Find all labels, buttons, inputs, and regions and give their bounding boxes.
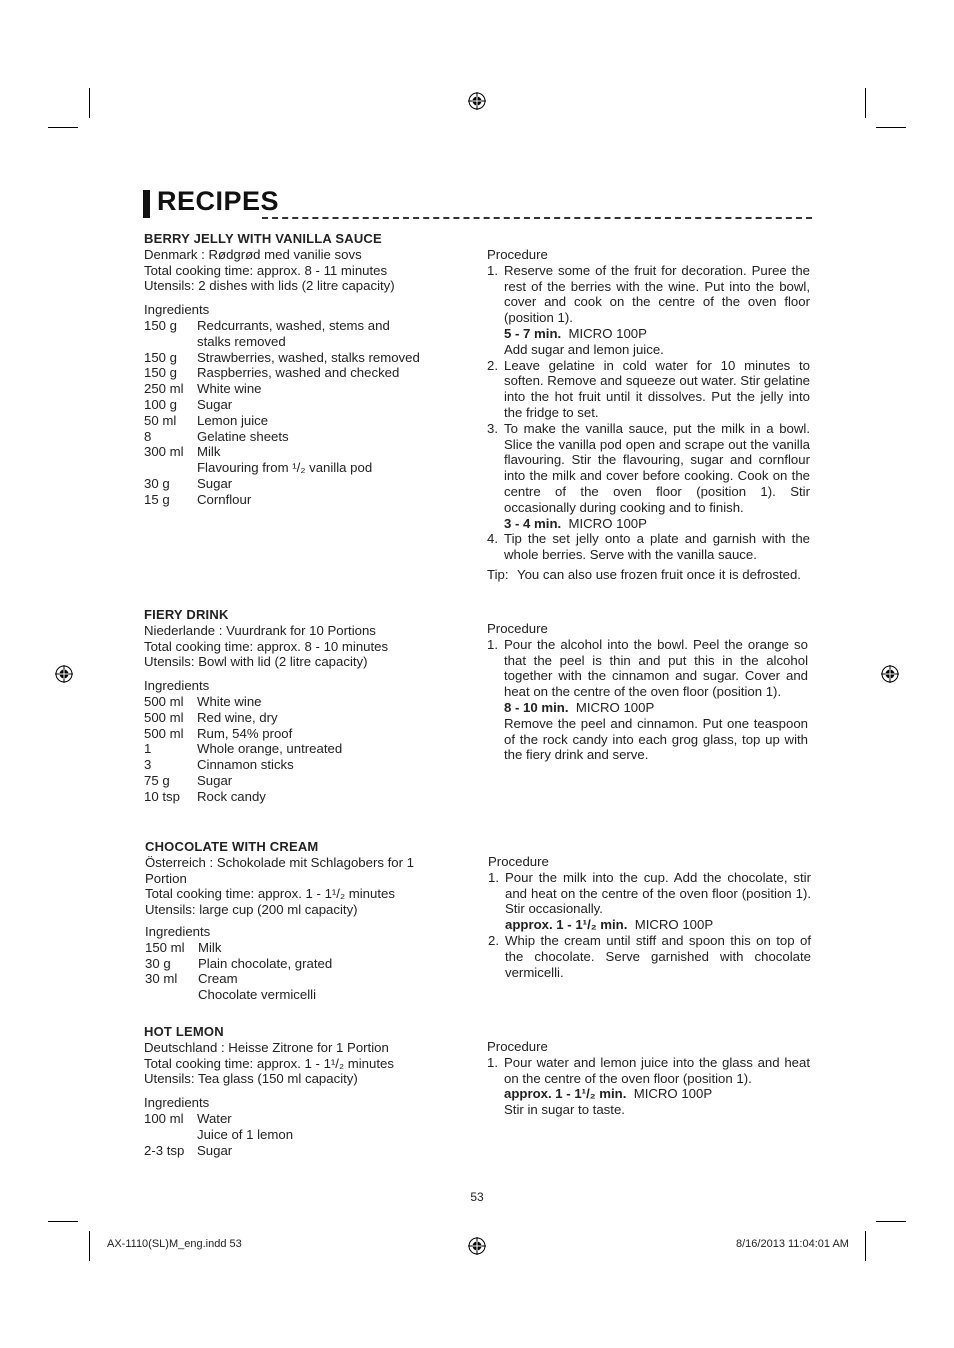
crop-mark — [89, 88, 90, 118]
ingredient-row: 500 ml Rum, 54% proof — [144, 725, 293, 741]
ingredient-row: Chocolate vermicelli — [198, 987, 316, 1003]
ingredient-row: Flavouring from ¹/₂ vanilla pod — [197, 460, 373, 476]
procedure-step: 2. Whip the cream until stiff and spoon this on top of the chocolate. Serve garnished with chocolate vermicelli. — [488, 932, 811, 980]
ingredient-row: 75 g Sugar — [144, 772, 233, 788]
ingredient-row: 250 ml White wine — [144, 381, 262, 397]
recipe-origin: Deutschland : Heisse Zitrone for 1 Portion — [144, 1039, 389, 1055]
ingredient-row: 30 g Plain chocolate, grated — [145, 955, 333, 971]
recipe-left-column — [144, 1024, 444, 1158]
ingredient-row: 500 ml Red wine, dry — [144, 709, 278, 725]
ingredient-row: 150 ml Milk — [145, 939, 222, 955]
recipe-utensils: Utensils: Tea glass (150 ml capacity) — [144, 1071, 358, 1087]
procedure-heading: Procedure — [487, 621, 548, 636]
crop-mark — [865, 88, 866, 118]
recipe-title: BERRY JELLY WITH VANILLA SAUCE — [144, 231, 382, 246]
ingredient-row: 15 g Cornflour — [144, 491, 252, 507]
ingredients-heading: Ingredients — [144, 1095, 210, 1111]
title-bar-accent — [143, 190, 150, 218]
page-title: RECIPES — [157, 186, 280, 216]
ingredient-row: 10 tsp Rock candy — [144, 788, 266, 804]
recipe-origin: Österreich : Schokolade mit Schlagobers for 1 Portion — [145, 854, 415, 886]
recipe-right-column — [487, 621, 808, 763]
ingredients-heading: Ingredients — [144, 678, 210, 694]
ingredient-row: 300 ml Milk — [144, 444, 221, 460]
procedure-step: 3. To make the vanilla sauce, put the milk in a bowl. Slice the vanilla pod open and scrape out the vanilla flavouring. Stir the flavouring, sugar and cornflour into the milk and cover before cooking. Cook on the centre of the oven floor (position 1). Stir occasionally during cooking and to finish. 3 - 4 min. MICRO 100P — [487, 420, 810, 531]
recipe-left-column — [144, 231, 444, 508]
footer-filename: AX-1110(SL)M_eng.indd 53 — [107, 1238, 242, 1250]
registration-mark-icon — [881, 665, 899, 683]
procedure-step: 1. Pour the milk into the cup. Add the chocolate, stir and heat on the centre of the oven floor (position 1). Stir occasionally. approx. 1 - 1¹/₂ min. MICRO 100P — [488, 869, 811, 933]
procedure-heading: Procedure — [487, 1039, 548, 1054]
page-number: 53 — [470, 1190, 484, 1204]
ingredient-row: 30 ml Cream — [145, 971, 238, 987]
ingredient-row: 150 g Strawberries, washed, stalks removed — [144, 349, 420, 365]
ingredient-row: 50 ml Lemon juice — [144, 412, 269, 428]
ingredient-row: Juice of 1 lemon — [197, 1126, 294, 1142]
recipe-title: CHOCOLATE WITH CREAM — [145, 839, 319, 854]
recipe-utensils: Utensils: large cup (200 ml capacity) — [145, 902, 358, 918]
recipe-left-column — [145, 839, 455, 1003]
recipe-left-column — [144, 607, 444, 805]
ingredients-heading: Ingredients — [145, 923, 211, 939]
crop-mark — [865, 1231, 866, 1261]
recipe-right-column — [487, 247, 810, 583]
title-dashed-rule — [262, 217, 812, 219]
procedure-step: 1. Reserve some of the fruit for decoration. Puree the rest of the berries with the wine. Put into the bowl, cover and cook on the centre of the oven floor (position 1). 5 - 7 min. MICRO 100P Add sugar and lemon juice. — [487, 262, 810, 357]
procedure-step: 1. Pour water and lemon juice into the glass and heat on the centre of the oven floor (position 1). approx. 1 - 1¹/₂ min. MICRO 100P Stir in sugar to taste. — [487, 1054, 810, 1118]
crop-mark — [876, 127, 906, 128]
registration-mark-icon — [468, 92, 486, 110]
ingredient-row: 100 ml Water — [144, 1110, 232, 1126]
procedure-step: 2. Leave gelatine in cold water for 10 minutes to soften. Remove and squeeze out water. Stir gelatine into the hot fruit until it dissolves. Put the jelly into the fridge to set. — [487, 357, 810, 420]
recipe-right-column — [488, 854, 811, 980]
recipe-time: Total cooking time: approx. 8 - 11 minutes — [144, 262, 388, 278]
recipe-tip: Tip: You can also use frozen fruit once it is defrosted. — [487, 566, 801, 582]
procedure-heading: Procedure — [487, 247, 548, 262]
procedure-heading: Procedure — [488, 854, 549, 869]
recipe-title: HOT LEMON — [144, 1024, 224, 1039]
registration-mark-icon — [468, 1237, 486, 1255]
footer-timestamp: 8/16/2013 11:04:01 AM — [736, 1238, 849, 1250]
recipe-origin: Niederlande : Vuurdrank for 10 Portions — [144, 622, 376, 638]
ingredient-row: 150 g Redcurrants, washed, stems and stalks removed — [144, 317, 390, 349]
recipe-utensils: Utensils: Bowl with lid (2 litre capacity) — [144, 654, 368, 670]
ingredient-row: 3 Cinnamon sticks — [144, 757, 294, 773]
recipe-utensils: Utensils: 2 dishes with lids (2 litre capacity) — [144, 278, 395, 294]
recipe-title: FIERY DRINK — [144, 607, 229, 622]
ingredient-row: 30 g Sugar — [144, 475, 233, 491]
crop-mark — [89, 1231, 90, 1261]
ingredients-heading: Ingredients — [144, 302, 210, 318]
recipe-time: Total cooking time: approx. 8 - 10 minutes — [144, 638, 389, 654]
recipe-time: Total cooking time: approx. 1 - 1¹/₂ minutes — [145, 886, 395, 902]
ingredient-row: 500 ml White wine — [144, 693, 262, 709]
recipe-origin: Denmark : Rødgrød med vanilie sovs — [144, 246, 362, 262]
ingredient-row: 100 g Sugar — [144, 396, 233, 412]
registration-mark-icon — [55, 665, 73, 683]
recipe-time: Total cooking time: approx. 1 - 1¹/₂ minutes — [144, 1055, 394, 1071]
crop-mark — [876, 1221, 906, 1222]
ingredient-row: 2-3 tsp Sugar — [144, 1142, 233, 1158]
crop-mark — [48, 127, 78, 128]
ingredient-row: 8 Gelatine sheets — [144, 428, 289, 444]
procedure-step: 1. Pour the alcohol into the bowl. Peel the orange so that the peel is thin and put this in the alcohol together with the cinnamon and sugar. Cover and heat on the centre of the oven floor (position 1). 8 - 10 min. MICRO 100P Remove the peel and cinnamon. Put one teaspoon of the rock candy into each grog glass, top up with the fiery drink and serve. — [487, 636, 808, 763]
recipe-right-column — [487, 1039, 810, 1118]
procedure-step: 4. Tip the set jelly onto a plate and garnish with the whole berries. Serve with the vanilla sauce. — [487, 531, 810, 563]
ingredient-row: 1 Whole orange, untreated — [144, 741, 343, 757]
crop-mark — [48, 1221, 78, 1222]
ingredient-row: 150 g Raspberries, washed and checked — [144, 365, 400, 381]
